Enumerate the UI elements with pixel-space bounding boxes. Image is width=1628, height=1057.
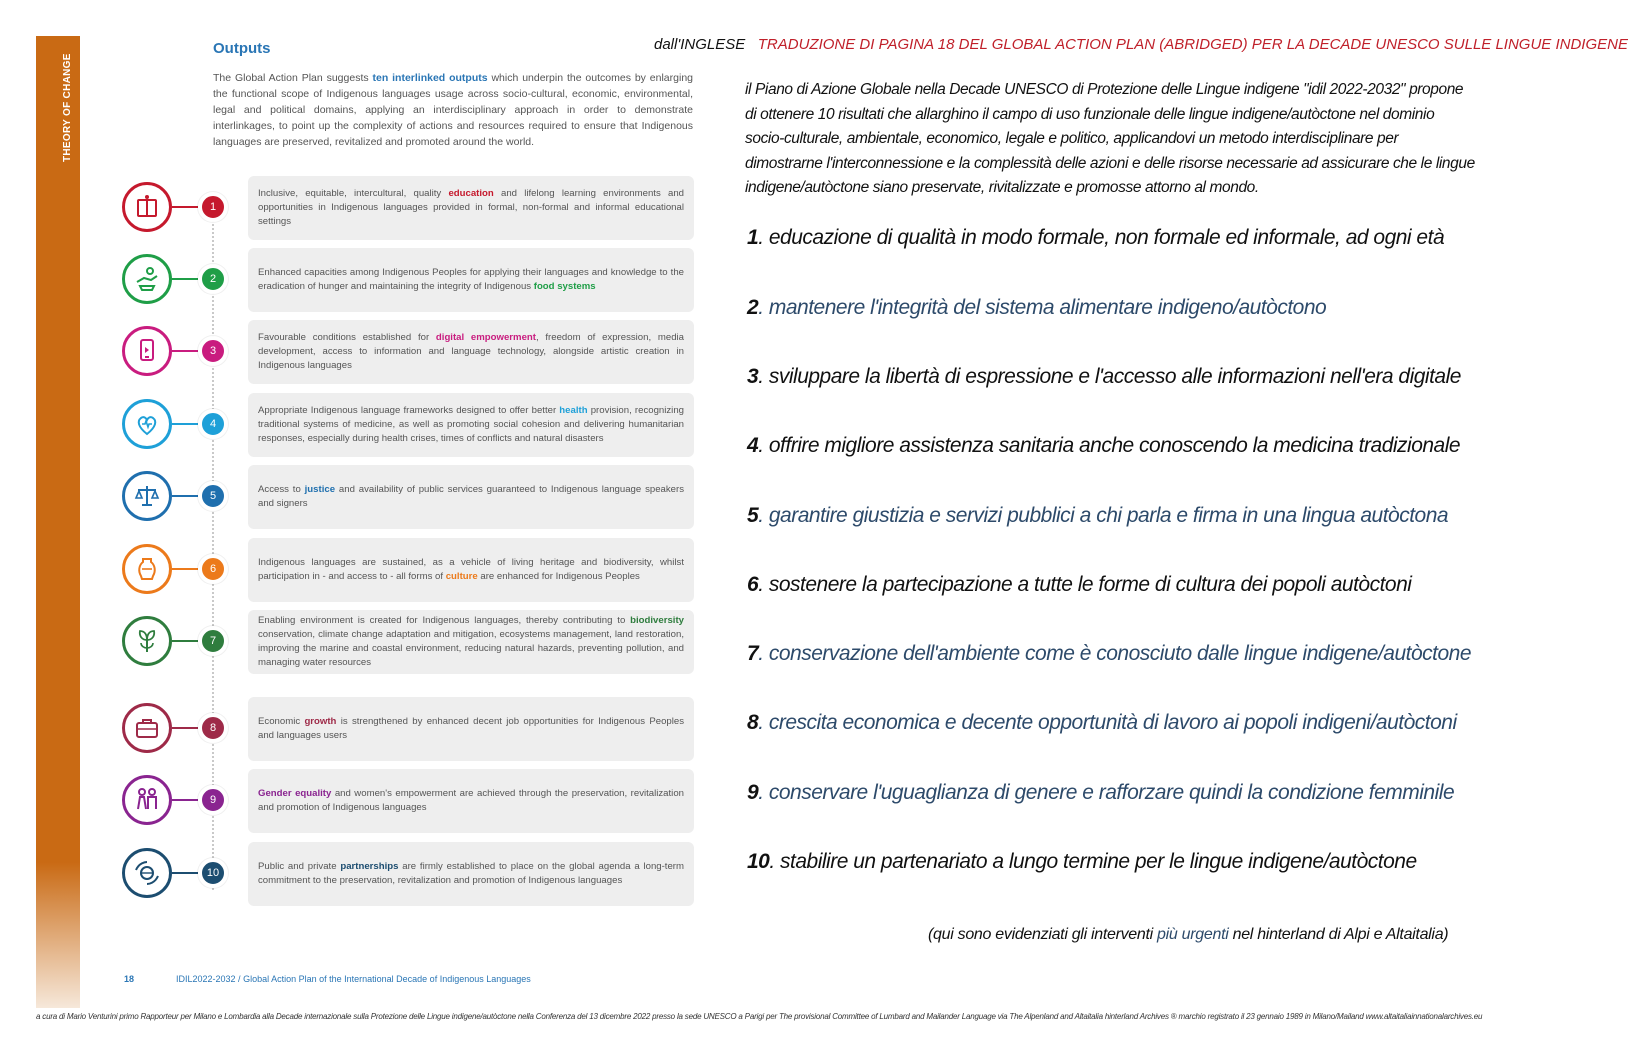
output-description: Inclusive, equitable, intercultural, quality education and lifelong learning environments and opportunities in Indigenous languages provided in formal, non-formal and informal educational settings bbox=[248, 176, 694, 240]
italian-output-item: 9. conservare l'uguaglianza di genere e rafforzare quindi la condizione femminile bbox=[747, 781, 1455, 804]
italian-output-item: 10. stabilire un partenariato a lungo termine per le lingue indigene/autòctone bbox=[747, 850, 1417, 873]
output-connector bbox=[172, 423, 198, 425]
intro-text-end: which underpin the outcomes by enlarging the functional scope of Indigenous languages usage across socio-cultural, economic, environmental, legal and political domains, applying an interdisciplinary approach in order to demonstrate interlinkages, to point up the complexity of actions and resources required to ensure that Indigenous languages are preserved, revitalized and promoted around the world. bbox=[213, 72, 693, 148]
output-row bbox=[122, 248, 694, 312]
output-number-badge: 4 bbox=[198, 409, 228, 439]
digital-phone-icon bbox=[122, 326, 172, 376]
italian-output-item: 5. garantire giustizia e servizi pubblici a chi parla e firma in una lingua autòctona bbox=[747, 504, 1449, 527]
output-connector bbox=[172, 727, 198, 729]
note-text-end: nel hinterland di Alpi e Altaitalia) bbox=[1228, 926, 1449, 943]
footer-text: IDIL2022-2032 / Global Action Plan of the International Decade of Indigenous Languages bbox=[176, 974, 531, 984]
output-description: Access to justice and availability of public services guaranteed to Indigenous language speakers and signers bbox=[248, 465, 694, 529]
translation-header bbox=[654, 36, 1628, 53]
culture-vase-icon bbox=[122, 544, 172, 594]
note-text-start: (qui sono evidenziati gli interventi bbox=[928, 926, 1158, 943]
food-hand-icon bbox=[122, 254, 172, 304]
output-row bbox=[122, 769, 694, 833]
italian-output-item: 7. conservazione dell'ambiente come è conosciuto dalle lingue indigene/autòctone bbox=[747, 642, 1472, 665]
output-row bbox=[122, 176, 694, 240]
partnership-globe-icon bbox=[122, 848, 172, 898]
italian-output-item: 6. sostenere la partecipazione a tutte le forme di cultura dei popoli autòctoni bbox=[747, 573, 1412, 596]
output-description: Indigenous languages are sustained, as a vehicle of living heritage and biodiversity, whilst participation in - and access to - all forms of culture are enhanced for Indigenous Peoples bbox=[248, 538, 694, 602]
sidebar-label: THEORY OF CHANGE bbox=[62, 53, 73, 162]
output-number-badge: 9 bbox=[198, 785, 228, 815]
output-description: Economic growth is strengthened by enhanced decent job opportunities for Indigenous Peoples and languages users bbox=[248, 697, 694, 761]
output-description: Public and private partnerships are firmly established to place on the global agenda a long-term commitment to the preservation, revitalization and promotion of Indigenous languages bbox=[248, 842, 694, 906]
output-connector bbox=[172, 495, 198, 497]
output-number-badge: 5 bbox=[198, 481, 228, 511]
health-stethoscope-icon bbox=[122, 399, 172, 449]
output-number-badge: 1 bbox=[198, 192, 228, 222]
output-number-badge: 10 bbox=[198, 858, 228, 888]
source-language: dall'INGLESE bbox=[654, 36, 746, 53]
outputs-intro bbox=[213, 70, 693, 150]
output-description: Enabling environment is created for Indigenous languages, thereby contributing to biodiversity conservation, climate change adaptation and mitigation, ecosystems management, land restoration, improving the marine and coastal environment, reducing natural hazards, preventing pollution, and managing water resources bbox=[248, 610, 694, 674]
biodiversity-plant-icon bbox=[122, 616, 172, 666]
theory-of-change-sidebar bbox=[36, 36, 80, 1008]
outputs-title: Outputs bbox=[213, 40, 271, 57]
urgent-note bbox=[928, 926, 1448, 944]
justice-scales-icon bbox=[122, 471, 172, 521]
output-connector bbox=[172, 350, 198, 352]
output-row bbox=[122, 465, 694, 529]
output-connector bbox=[172, 799, 198, 801]
italian-output-item: 2. mantenere l'integrità del sistema alimentare indigeno/autòctono bbox=[747, 296, 1327, 319]
output-connector bbox=[172, 278, 198, 280]
italian-output-item: 3. sviluppare la libertà di espressione e l'accesso alle informazioni nell'era digitale bbox=[747, 365, 1461, 388]
education-book-icon bbox=[122, 182, 172, 232]
intro-highlight: ten interlinked outputs bbox=[372, 72, 488, 84]
output-description: Enhanced capacities among Indigenous Peoples for applying their languages and knowledge to the eradication of hunger and maintaining the integrity of Indigenous food systems bbox=[248, 248, 694, 312]
output-number-badge: 3 bbox=[198, 336, 228, 366]
intro-text-start: The Global Action Plan suggests bbox=[213, 72, 373, 84]
output-connector bbox=[172, 206, 198, 208]
growth-briefcase-icon bbox=[122, 703, 172, 753]
output-number-badge: 8 bbox=[198, 713, 228, 743]
output-row bbox=[122, 320, 694, 384]
credit-line: a cura di Mario Venturini primo Rapporteur per Milano e Lombardia alla Decade internazionale sulla Protezione delle Lingue indigene/autòctone nella Conferenza del 13 dicembre 2022 presso la sede UNESCO a Parigi per The provisional Committee of Lumbard and Mailander Language via The Alpenland and Altaitalia hinterland Archives ® marchio registrato il 23 gennaio 1989 in Milano/Mailand www.altaitaliainnationalarchives.eu bbox=[36, 1012, 1483, 1021]
output-number-badge: 2 bbox=[198, 264, 228, 294]
output-connector bbox=[172, 640, 198, 642]
output-description: Gender equality and women's empowerment are achieved through the preservation, revitalization and promotion of Indigenous languages bbox=[248, 769, 694, 833]
output-description: Appropriate Indigenous language frameworks designed to offer better health provision, recognizing traditional systems of medicine, as well as promoting social cohesion and delivering humanitarian responses, especially during health crises, times of conflicts and natural disasters bbox=[248, 393, 694, 457]
output-row bbox=[122, 393, 694, 457]
note-urgent: più urgenti bbox=[1157, 926, 1229, 943]
page-footer bbox=[124, 974, 531, 984]
italian-output-item: 1. educazione di qualità in modo formale, non formale ed informale, ad ogni età bbox=[747, 226, 1445, 249]
output-row bbox=[122, 610, 694, 674]
output-connector bbox=[172, 568, 198, 570]
gender-people-icon bbox=[122, 775, 172, 825]
italian-output-item: 8. crescita economica e decente opportunità di lavoro ai popoli indigeni/autòctoni bbox=[747, 711, 1457, 734]
output-row bbox=[122, 697, 694, 761]
output-description: Favourable conditions established for digital empowerment, freedom of expression, media development, access to information and language technology, alongside artistic creation in Indigenous languages bbox=[248, 320, 694, 384]
page-number: 18 bbox=[124, 974, 135, 984]
output-connector bbox=[172, 872, 198, 874]
output-row bbox=[122, 538, 694, 602]
output-row bbox=[122, 842, 694, 906]
italian-output-item: 4. offrire migliore assistenza sanitaria anche conoscendo la medicina tradizionale bbox=[747, 434, 1461, 457]
output-number-badge: 6 bbox=[198, 554, 228, 584]
translation-title: TRADUZIONE DI PAGINA 18 DEL GLOBAL ACTION PLAN (ABRIDGED) PER LA DECADE UNESCO SULLE LINGUE INDIGENE bbox=[757, 36, 1628, 53]
output-number-badge: 7 bbox=[198, 626, 228, 656]
italian-intro: il Piano di Azione Globale nella Decade UNESCO di Protezione delle Lingue indigene "idil 2022-2032" propone di ottenere 10 risultati che allarghino il campo di uso funzionale delle lingue indigene/autòctone nel dominio socio-culturale, ambientale, economico, legale e politico, applicandovi un metodo interdisciplinare per dimostrarne l'interconnessione e la complessità delle azioni e delle risorse necessarie ad assicurare che le lingue indigene/autòctone siano preservate, rivitalizzate e promosse attorno al mondo. bbox=[745, 81, 1475, 196]
